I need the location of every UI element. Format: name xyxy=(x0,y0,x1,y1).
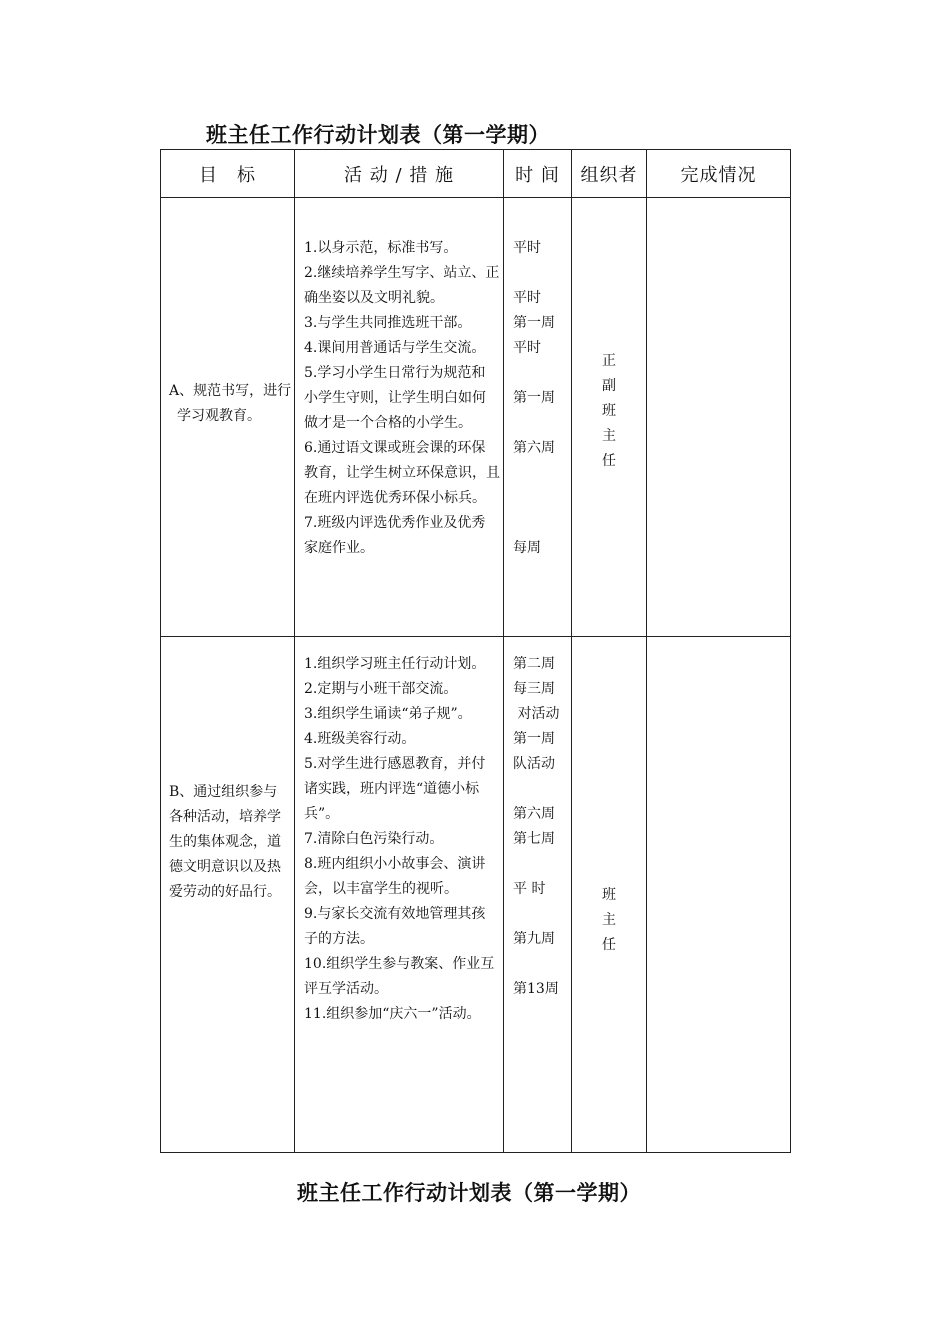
header-time: 时 间 xyxy=(504,150,572,198)
activity-item: 4.班级美容行动。 xyxy=(304,731,416,748)
organizer-char: 主 xyxy=(602,427,616,444)
activity-item: 兵”。 xyxy=(304,806,340,823)
activity-item: 3.组织学生诵读“弟子规”。 xyxy=(304,706,472,723)
organizer-cell xyxy=(572,637,647,1153)
time-item: 第一周 xyxy=(513,390,555,407)
time-item xyxy=(513,902,567,927)
status-cell xyxy=(647,637,791,1153)
organizer-char: 班 xyxy=(602,402,616,419)
activity-item: 2.继续培养学生写字、站立、正 xyxy=(304,265,500,282)
time-item xyxy=(513,852,567,877)
activity-item: 3.与学生共同推选班干部。 xyxy=(304,315,472,332)
page-title-next: 班主任工作行动计划表（第一学期） xyxy=(297,1180,641,1205)
activity-item: 会，以丰富学生的视听。 xyxy=(304,881,458,898)
header-organizer: 组织者 xyxy=(572,150,647,198)
time-item: 第一周 xyxy=(513,315,555,332)
time-cell xyxy=(504,637,572,1153)
time-item: 平 时 xyxy=(513,881,546,898)
time-item xyxy=(513,777,567,802)
time-item: 第二周 xyxy=(513,656,555,673)
table-row xyxy=(161,637,791,1153)
time-item: 队活动 xyxy=(513,756,555,773)
time-item: 平时 xyxy=(513,290,541,307)
goal-text xyxy=(169,379,292,429)
time-item: 第六周 xyxy=(513,806,555,823)
activity-cell xyxy=(295,637,504,1153)
time-item: 第六周 xyxy=(513,440,555,457)
goal-cell xyxy=(161,198,295,637)
time-item xyxy=(513,952,567,977)
activity-item: 2.定期与小班干部交流。 xyxy=(304,681,458,698)
organizer-text xyxy=(572,883,646,958)
activity-item: 7.清除白色污染行动。 xyxy=(304,831,444,848)
activity-item: 1.组织学习班主任行动计划。 xyxy=(304,656,486,673)
activity-item: 7.班级内评选优秀作业及优秀 xyxy=(304,515,486,532)
goal-line: 德文明意识以及热 xyxy=(169,858,281,875)
activity-item: 4.课间用普通话与学生交流。 xyxy=(304,340,486,357)
activity-item: 10.组织学生参与教案、作业互 xyxy=(304,956,495,973)
time-item: 第13周 xyxy=(513,981,559,998)
activity-item: 子的方法。 xyxy=(304,931,374,948)
organizer-char: 副 xyxy=(602,377,616,394)
header-row xyxy=(161,150,791,198)
activity-item: 确坐姿以及文明礼貌。 xyxy=(304,290,444,307)
organizer-text xyxy=(572,349,646,474)
time-item xyxy=(513,361,567,386)
activity-item: 家庭作业。 xyxy=(304,540,374,557)
organizer-char: 主 xyxy=(602,912,616,929)
organizer-cell xyxy=(572,198,647,637)
time-item: 第一周 xyxy=(513,731,555,748)
activity-item: 11.组织参加“庆六一”活动。 xyxy=(304,1006,481,1023)
time-item xyxy=(513,261,567,286)
header-status: 完成情况 xyxy=(647,150,791,198)
header-goal: 目 标 xyxy=(161,150,295,198)
time-list xyxy=(513,637,567,1002)
activity-item: 诸实践，班内评选“道德小标 xyxy=(304,781,480,798)
time-cell xyxy=(504,198,572,637)
activity-item: 在班内评选优秀环保小标兵。 xyxy=(304,490,486,507)
activity-item: 教育，让学生树立环保意识，且 xyxy=(304,465,500,482)
activity-item: 评互学活动。 xyxy=(304,981,388,998)
goal-line: 各种活动，培养学 xyxy=(169,808,281,825)
time-list xyxy=(513,198,567,561)
time-item: 平时 xyxy=(513,240,541,257)
activity-list xyxy=(304,198,500,561)
header-activity: 活 动 / 措 施 xyxy=(295,150,504,198)
time-item xyxy=(513,486,567,511)
time-item xyxy=(513,511,567,536)
activity-list xyxy=(304,637,495,1027)
time-item xyxy=(513,461,567,486)
goal-line: B、通过组织参与 xyxy=(169,783,278,800)
goal-cell xyxy=(161,637,295,1153)
time-item: 对活动 xyxy=(513,706,560,723)
time-item: 每周 xyxy=(513,540,541,557)
status-cell xyxy=(647,198,791,637)
table-row xyxy=(161,198,791,637)
activity-item: 5.学习小学生日常行为规范和 xyxy=(304,365,486,382)
page-title: 班主任工作行动计划表（第一学期） xyxy=(206,122,550,147)
goal-line: A、规范书写，进行 xyxy=(169,383,292,400)
time-item: 平时 xyxy=(513,340,541,357)
organizer-char: 班 xyxy=(602,887,616,904)
goal-line: 爱劳动的好品行。 xyxy=(169,883,281,900)
activity-item: 6.通过语文课或班会课的环保 xyxy=(304,440,486,457)
goal-text xyxy=(169,780,286,905)
activity-item: 8.班内组织小小故事会、演讲 xyxy=(304,856,486,873)
goal-line: 学习观教育。 xyxy=(177,408,261,425)
activity-item: 小学生守则，让学生明白如何 xyxy=(304,390,486,407)
activity-item: 1.以身示范，标准书写。 xyxy=(304,240,458,257)
time-item: 第九周 xyxy=(513,931,555,948)
organizer-char: 任 xyxy=(602,937,616,954)
time-item xyxy=(513,411,567,436)
plan-table xyxy=(160,149,791,1153)
time-item: 第七周 xyxy=(513,831,555,848)
goal-line: 生的集体观念，道 xyxy=(169,833,281,850)
activity-item: 9.与家长交流有效地管理其孩 xyxy=(304,906,486,923)
time-item: 每三周 xyxy=(513,681,555,698)
activity-cell xyxy=(295,198,504,637)
organizer-char: 任 xyxy=(602,452,616,469)
organizer-char: 正 xyxy=(602,352,616,369)
activity-item: 做才是一个合格的小学生。 xyxy=(304,415,472,432)
activity-item: 5.对学生进行感恩教育，并付 xyxy=(304,756,486,773)
